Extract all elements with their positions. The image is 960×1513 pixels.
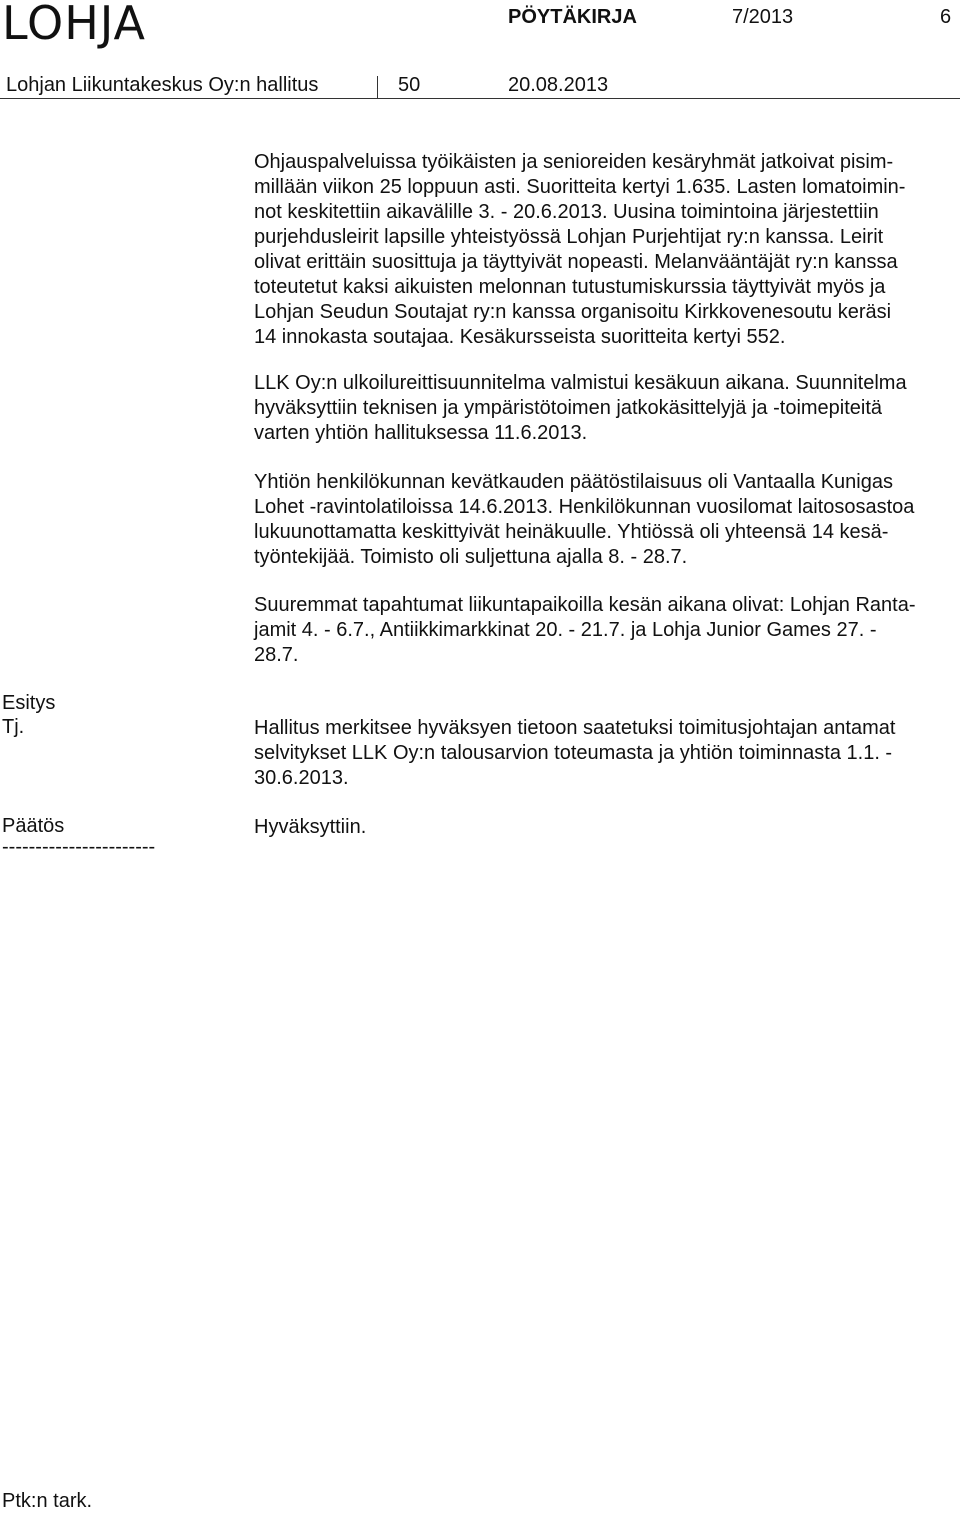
paatos-separator: ----------------------- <box>2 836 156 858</box>
lohja-logo: LOHJA <box>2 0 147 50</box>
text-line: jamit 4. - 6.7., Antiikkimarkkinat 20. - 21.7. ja Lohja Junior Games 27. - <box>254 619 877 641</box>
text-line: olivat erittäin suosittuja ja täyttyivät nopeasti. Melanvääntäjät ry:n kanssa <box>254 251 898 273</box>
text-line: 28.7. <box>254 644 299 666</box>
esitys-text <box>254 716 954 791</box>
esitys-presenter: Tj. <box>2 716 25 738</box>
header-rule <box>0 98 960 99</box>
text-line: Yhtiön henkilökunnan kevätkauden päätöstilaisuus oli Vantaalla Kunigas <box>254 471 893 493</box>
text-line: varten yhtiön hallituksessa 11.6.2013. <box>254 422 588 444</box>
section-divider <box>377 76 378 98</box>
document-type: PÖYTÄKIRJA <box>508 6 637 28</box>
text-line: Ohjauspalveluissa työikäisten ja senioreiden kesäryhmät jatkoivat pisim- <box>254 151 894 173</box>
esitys-label: Esitys <box>2 692 56 714</box>
text-line: työntekijää. Toimisto oli suljettuna ajalla 8. - 28.7. <box>254 546 688 568</box>
text-line: Hyväksyttiin. <box>254 816 367 838</box>
section-number: 50 <box>398 74 421 96</box>
text-line: selvitykset LLK Oy:n talousarvion toteumasta ja yhtiön toiminnasta 1.1. - <box>254 742 893 764</box>
body-paragraph-2 <box>254 371 954 446</box>
text-line: purjehdusleirit lapsille yhteistyössä Lohjan Purjehtijat ry:n kanssa. Leirit <box>254 226 884 248</box>
body-paragraph-4 <box>254 593 954 668</box>
text-line: Suuremmat tapahtumat liikuntapaikoilla kesän aikana olivat: Lohjan Ranta- <box>254 594 916 616</box>
minutes-checked-label: Ptk:n tark. <box>2 1490 93 1512</box>
text-line: Lohjan Seudun Soutajat ry:n kanssa organisoitu Kirkkovenesoutu keräsi <box>254 301 892 323</box>
page-number: 6 <box>940 6 952 28</box>
meeting-date: 20.08.2013 <box>508 74 609 96</box>
text-line: 14 innokasta soutajaa. Kesäkursseista suoritteita kertyi 552. <box>254 326 786 348</box>
paatos-text <box>254 815 954 840</box>
paatos-label: Päätös <box>2 815 65 837</box>
body-paragraph-1 <box>254 150 954 350</box>
text-line: LLK Oy:n ulkoilureittisuunnitelma valmistui kesäkuun aikana. Suunnitelma <box>254 372 907 394</box>
text-line: millään viikon 25 loppuun asti. Suoritteita kertyi 1.635. Lasten lomatoimin- <box>254 176 906 198</box>
document-number: 7/2013 <box>732 6 794 28</box>
text-line: toteutetut kaksi aikuisten melonnan tutustumiskurssia täyttyivät myös ja <box>254 276 886 298</box>
text-line: 30.6.2013. <box>254 767 349 789</box>
text-line: lukuunottamatta keskittyivät heinäkuulle. Yhtiössä oli yhteensä 14 kesä- <box>254 521 889 543</box>
text-line: not keskitettiin aikavälille 3. - 20.6.2013. Uusina toimintoina järjestettiin <box>254 201 879 223</box>
text-line: hyväksyttiin teknisen ja ympäristötoimen jatkokäsittelyjä ja -toimepiteitä <box>254 397 883 419</box>
body-paragraph-3 <box>254 470 954 570</box>
text-line: Hallitus merkitsee hyväksyen tietoon saatetuksi toimitusjohtajan antamat <box>254 717 896 739</box>
organization-name: Lohjan Liikuntakeskus Oy:n hallitus <box>6 74 319 96</box>
text-line: Lohet -ravintolatiloissa 14.6.2013. Henkilökunnan vuosilomat laitososastoa <box>254 496 915 518</box>
